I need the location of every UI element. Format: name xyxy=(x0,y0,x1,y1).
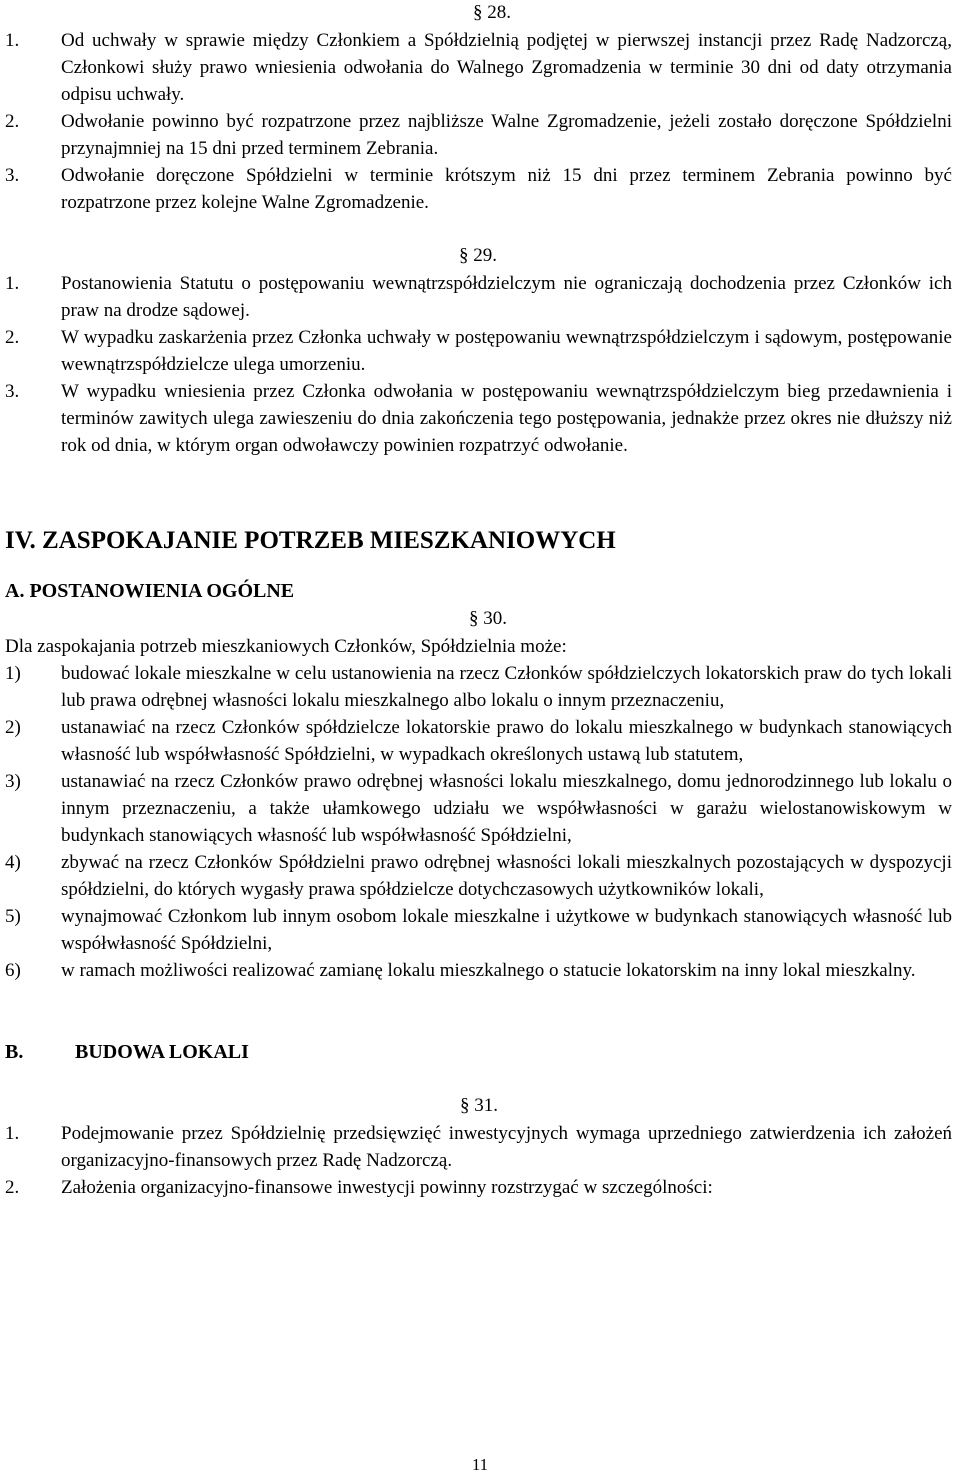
page-number: 11 xyxy=(471,1455,489,1474)
item-text: wynajmować Członkom lub innym osobom lokale mieszkalne i użytkowe w budynkach stanowiących własność lub współwłasność Spółdzielni, xyxy=(61,906,952,954)
list-item xyxy=(0,270,956,324)
section-heading-28: § 28. xyxy=(473,2,511,23)
item-number: 3. xyxy=(5,165,20,186)
section-heading-31: § 31. xyxy=(460,1095,498,1116)
item-text: budować lokale mieszkalne w celu ustanowienia na rzecz Członków spółdzielczych lokatorskich praw do tych lokali lub prawa odrębnej własności lokalu mieszkalnego albo lokalu o innym przeznaczeniu, xyxy=(61,663,952,711)
section-heading-29: § 29. xyxy=(459,245,497,266)
list-item xyxy=(0,1174,956,1201)
item-number: 1. xyxy=(5,273,20,294)
item-number: 2. xyxy=(5,111,20,132)
item-number: 3. xyxy=(5,381,20,402)
list-item xyxy=(0,1120,956,1174)
item-text: ustanawiać na rzecz Członków prawo odrębnej własności lokalu mieszkalnego, domu jednorodzinnego lub lokalu o innym przeznaczeniu, a także ułamkowego udziału we współwłasności w garażu wielostanowiskowym w budynkach stanowiących własność lub współwłasność Spółdzielni, xyxy=(61,771,952,846)
item-text: Odwołanie doręczone Spółdzielni w terminie krótszym niż 15 dni przez terminem Zebrania powinno być rozpatrzone przez kolejne Walne Zgromadzenie. xyxy=(61,165,952,213)
section-b-title xyxy=(0,1038,956,1066)
item-text: ustanawiać na rzecz Członków spółdzielcze lokatorskie prawo do lokalu mieszkalnego w budynkach stanowiących własność lub współwłasność Spółdzielni, w wypadkach określonych ustawą lub statutem, xyxy=(61,717,952,765)
item-number: 1) xyxy=(5,663,21,684)
list-item xyxy=(0,849,956,903)
item-text: W wypadku wniesienia przez Członka odwołania w postępowaniu wewnątrzspółdzielczym bieg przedawnienia i terminów zawitych ulega zawieszeniu do dnia zakończenia tego postępowania, jednakże przez okres nie dłuższy niż rok od dnia, w którym organ odwoławczy powinien rozpatrzyć odwołanie. xyxy=(61,381,952,456)
item-number: 6) xyxy=(5,960,21,981)
item-text: Odwołanie powinno być rozpatrzone przez najbliższe Walne Zgromadzenie, jeżeli zostało doręczone Spółdzielni przynajmniej na 15 dni przed terminem Zebrania. xyxy=(61,111,952,159)
list-item xyxy=(0,162,956,216)
list-item xyxy=(0,378,956,459)
item-text: Postanowienia Statutu o postępowaniu wewnątrzspółdzielczym nie ograniczają dochodzenia przez Członków ich praw na drodze sądowej. xyxy=(61,273,952,321)
item-number: 4) xyxy=(5,852,21,873)
item-text: zbywać na rzecz Członków Spółdzielni prawo odrębnej własności lokali mieszkalnych pozostających w dyspozycji spółdzielni, do których wygasły prawa spółdzielcze dotychczasowych użytkowników lokali, xyxy=(61,852,952,900)
item-number: 2. xyxy=(5,327,20,348)
item-number: 5) xyxy=(5,906,21,927)
list-item xyxy=(0,768,956,849)
list-item xyxy=(0,324,956,378)
item-text: W wypadku zaskarżenia przez Członka uchwały w postępowaniu wewnątrzspółdzielczym i sądowym, postępowanie wewnątrzspółdzielcze ulega umorzeniu. xyxy=(61,327,952,375)
item-text: Od uchwały w sprawie między Członkiem a Spółdzielnią podjętej w pierwszej instancji przez Radę Nadzorczą, Członkowi służy prawo wniesienia odwołania do Walnego Zgromadzenia w terminie 30 dni od daty otrzymania odpisu uchwały. xyxy=(61,30,952,105)
section-b-name: BUDOWA LOKALI xyxy=(75,1041,249,1063)
item-text: Założenia organizacyjno-finansowe inwestycji powinny rozstrzygać w szczególności: xyxy=(61,1177,713,1198)
item-text: w ramach możliwości realizować zamianę lokalu mieszkalnego o statucie lokatorskim na inny lokal mieszkalny. xyxy=(61,960,916,981)
list-item xyxy=(0,903,956,957)
list-item xyxy=(0,714,956,768)
section-intro: Dla zaspokajania potrzeb mieszkaniowych Członków, Spółdzielnia może: xyxy=(5,636,567,657)
list-item xyxy=(0,660,956,714)
list-item xyxy=(0,957,956,984)
item-text: Podejmowanie przez Spółdzielnię przedsięwzięć inwestycyjnych wymaga uprzedniego zatwierdzenia ich założeń organizacyjno-finansowych przez Radę Nadzorczą. xyxy=(61,1123,952,1171)
item-number: 2) xyxy=(5,717,21,738)
section-a-title: A. POSTANOWIENIA OGÓLNE xyxy=(5,580,295,602)
item-number: 2. xyxy=(5,1177,20,1198)
item-number: 3) xyxy=(5,771,21,792)
chapter-title: IV. ZASPOKAJANIE POTRZEB MIESZKANIOWYCH xyxy=(5,527,616,554)
item-number: 1. xyxy=(5,30,20,51)
item-number: 1. xyxy=(5,1123,20,1144)
section-b-letter: B. xyxy=(5,1041,24,1063)
list-item xyxy=(0,108,956,162)
list-item xyxy=(0,27,956,108)
section-heading-30: § 30. xyxy=(469,608,507,629)
